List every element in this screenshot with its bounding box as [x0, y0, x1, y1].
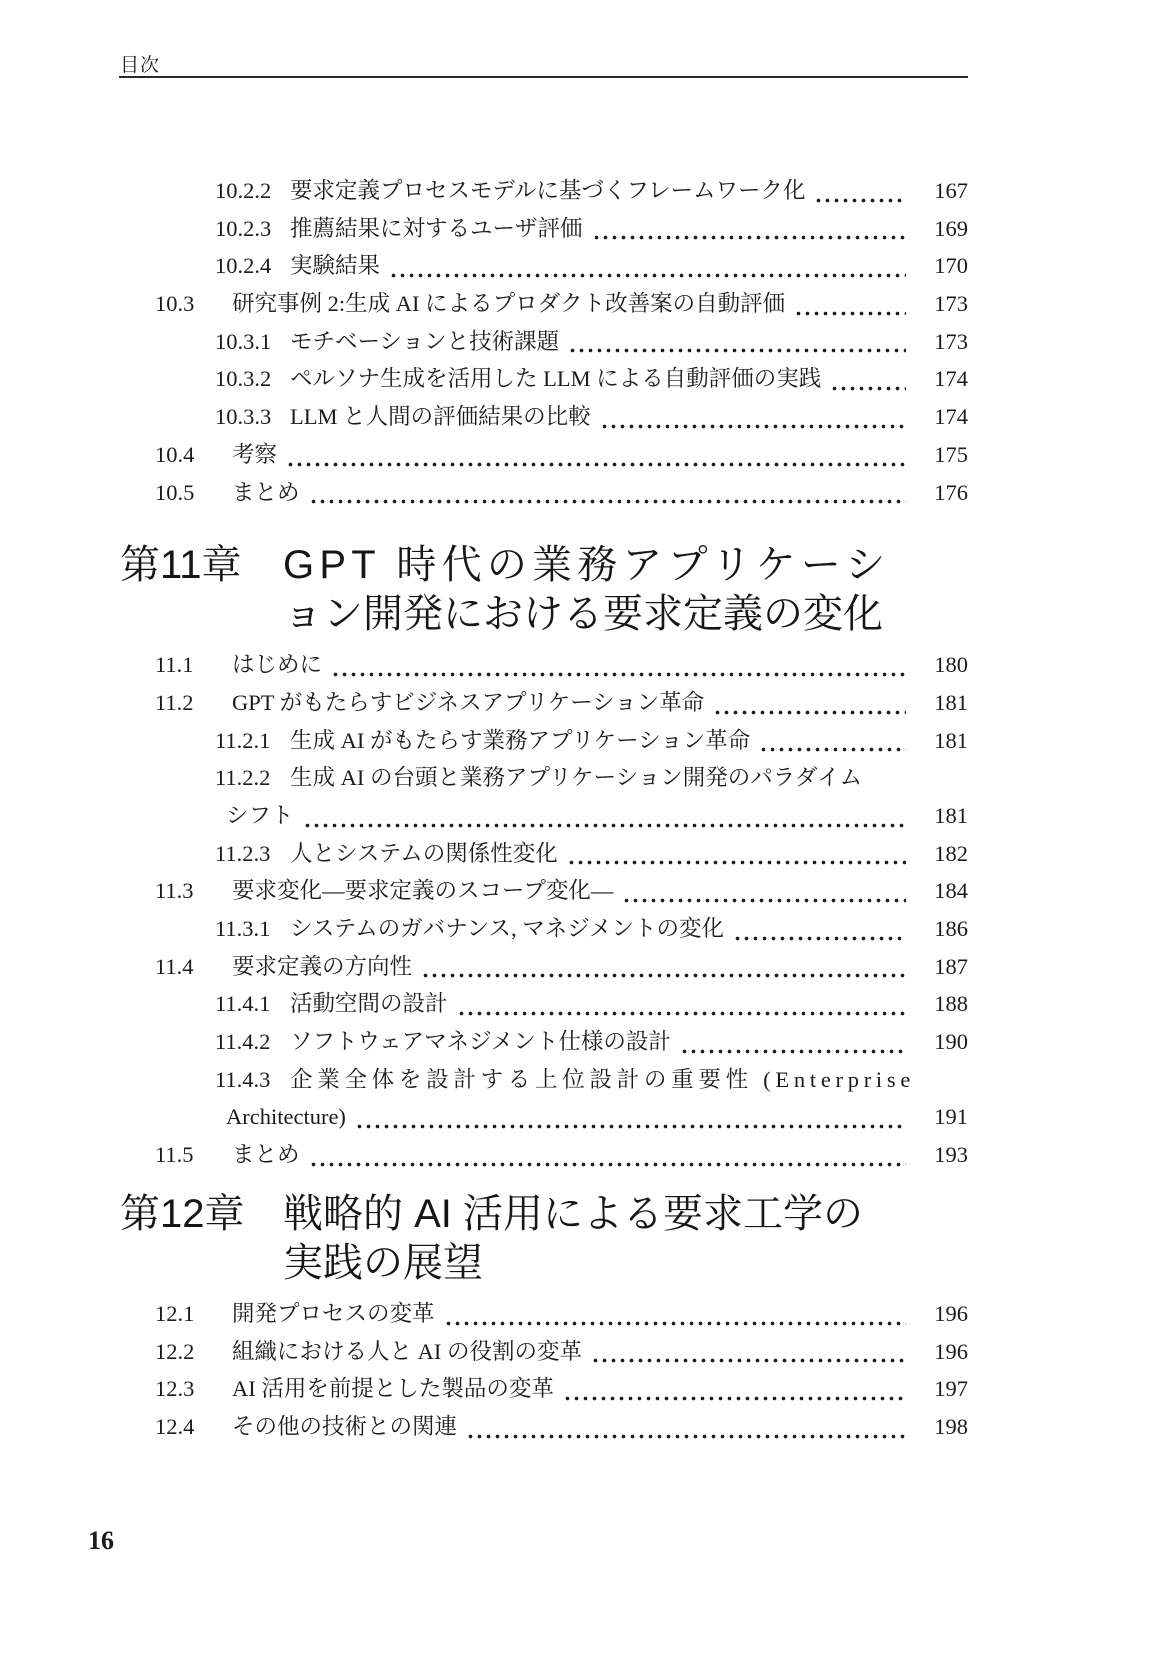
- toc-entry: [120, 1370, 968, 1408]
- entry-page-number: 197: [934, 1376, 968, 1402]
- dot-leader: [830, 386, 906, 391]
- entry-title: GPT がもたらすビジネスアプリケーション革命: [232, 689, 705, 715]
- entry-number: 12.4: [155, 1413, 195, 1439]
- entry-page-number: 187: [934, 953, 968, 979]
- entry-title: 生成 AI の台頭と業務アプリケーション開発のパラダイム: [290, 765, 863, 791]
- toc-entry: [120, 872, 968, 910]
- entry-number: 11.4.1: [215, 991, 271, 1017]
- entry-number: 11.3: [155, 878, 194, 904]
- entry-title: 要求変化—要求定義のスコープ変化—: [232, 878, 614, 904]
- entry-number: 11.1: [155, 652, 194, 678]
- entry-number: 10.2.4: [215, 253, 272, 279]
- entry-page-number: 181: [934, 689, 968, 715]
- entry-title: AI 活用を前提とした製品の変革: [232, 1376, 554, 1402]
- footer-page-number: 16: [88, 1526, 114, 1555]
- entry-page-number: 181: [934, 727, 968, 753]
- toc-entry: [120, 1333, 968, 1371]
- chapter-title: [283, 1190, 968, 1288]
- toc-entry: [120, 210, 968, 248]
- dot-leader: [457, 1011, 906, 1016]
- entry-page-number: 182: [934, 840, 968, 866]
- entry-page-number: 181: [934, 802, 968, 828]
- toc-entry: [120, 797, 968, 835]
- toc-entry: [120, 684, 968, 722]
- entry-number: 11.4: [155, 953, 194, 979]
- toc-entry: [120, 1295, 968, 1333]
- dot-leader: [568, 348, 906, 353]
- dot-leader: [389, 273, 906, 278]
- entry-number: 12.3: [155, 1376, 195, 1402]
- entry-page-number: 169: [934, 215, 968, 241]
- entry-title: 生成 AI がもたらす業務アプリケーション革命: [290, 727, 751, 753]
- dot-leader: [680, 1049, 906, 1054]
- toc-entry: [120, 948, 968, 986]
- dot-leader: [567, 860, 906, 865]
- entry-number: 12.1: [155, 1300, 195, 1326]
- entry-number: 11.2.2: [215, 765, 271, 791]
- entry-page-number: 190: [934, 1029, 968, 1055]
- entry-title: ソフトウェアマネジメント仕様の設計: [290, 1029, 671, 1055]
- entry-number: 10.2.2: [215, 178, 272, 203]
- entry-number: 10.3.2: [215, 366, 272, 392]
- entry-page-number: 193: [934, 1142, 968, 1168]
- entry-title: 活動空間の設計: [290, 991, 448, 1017]
- entry-title: その他の技術との関連: [232, 1413, 458, 1439]
- toc-entry: [120, 360, 968, 398]
- toc-entry: [120, 985, 968, 1023]
- entry-page-number: 191: [934, 1104, 968, 1130]
- entry-page-number: 173: [934, 328, 968, 354]
- entry-title: システムのガバナンス, マネジメントの変化: [290, 916, 725, 941]
- entry-page-number: 175: [934, 441, 968, 467]
- entry-number: 11.2.3: [215, 840, 271, 866]
- toc-entry: [120, 436, 968, 474]
- entry-title: 組織における人と AI の役割の変革: [232, 1338, 582, 1364]
- entry-page-number: 170: [934, 253, 968, 279]
- dot-leader: [421, 973, 906, 978]
- chapter-title-line: ョン開発における要求定義の変化: [283, 592, 883, 637]
- entry-page-number: 176: [934, 479, 968, 505]
- entry-number: 11.4.2: [215, 1029, 271, 1055]
- entry-number: 10.3: [155, 291, 195, 317]
- entry-title: 推薦結果に対するユーザ評価: [290, 215, 583, 241]
- chapter-title: [283, 541, 968, 639]
- entry-number: 10.3.1: [215, 328, 272, 354]
- dot-leader: [286, 462, 906, 467]
- entry-page-number: 184: [934, 878, 968, 904]
- entry-title: 要求定義の方向性: [232, 953, 413, 979]
- entry-title: はじめに: [232, 652, 323, 678]
- dot-leader: [814, 198, 906, 203]
- toc-entry: [120, 1098, 968, 1136]
- dot-leader: [309, 499, 906, 504]
- toc-entry: [120, 323, 968, 361]
- toc-entry: [120, 398, 968, 436]
- dot-leader: [466, 1434, 906, 1439]
- entry-page-number: 186: [934, 916, 968, 941]
- entry-title: Architecture): [226, 1104, 346, 1130]
- entry-title: モチベーションと技術課題: [290, 328, 560, 354]
- entry-title: 企業全体を設計する上位設計の重要性 (Enterprise: [290, 1066, 916, 1092]
- toc-entry: [120, 1061, 968, 1099]
- dot-leader: [444, 1321, 906, 1326]
- entry-page-number: 173: [934, 291, 968, 317]
- dot-leader: [733, 936, 906, 941]
- entry-title: LLM と人間の評価結果の比較: [290, 404, 591, 430]
- entry-page-number: 167: [934, 178, 968, 203]
- dot-leader: [355, 1124, 906, 1129]
- entry-number: 10.5: [155, 479, 195, 505]
- toc-entry: [120, 759, 968, 797]
- entry-title: 開発プロセスの変革: [232, 1300, 435, 1326]
- entry-number: 12.2: [155, 1338, 195, 1364]
- toc-entry: [120, 646, 968, 684]
- entry-number: 11.3.1: [215, 916, 271, 941]
- entry-title: 人とシステムの関係性変化: [290, 840, 558, 866]
- dot-leader: [759, 747, 906, 752]
- header-rule: [119, 76, 968, 78]
- chapter-heading: [120, 1190, 968, 1288]
- entry-title: シフト: [226, 802, 294, 828]
- entry-title: まとめ: [232, 479, 300, 505]
- entry-page-number: 196: [934, 1338, 968, 1364]
- entry-page-number: 188: [934, 991, 968, 1017]
- entry-number: 10.2.3: [215, 215, 272, 241]
- entry-title: ペルソナ生成を活用した LLM による自動評価の実践: [290, 366, 822, 392]
- entry-title: まとめ: [232, 1142, 300, 1168]
- dot-leader: [713, 710, 906, 715]
- toc-entry: [120, 474, 968, 512]
- entry-title: 研究事例 2:生成 AI によるプロダクト改善案の自動評価: [232, 291, 786, 317]
- dot-leader: [563, 1396, 906, 1401]
- toc-entry: [120, 910, 968, 948]
- chapter-title-line: 戦略的 AI 活用による要求工学の: [283, 1191, 864, 1236]
- toc-entry: [120, 247, 968, 285]
- dot-leader: [591, 1358, 906, 1363]
- entry-number: 11.5: [155, 1142, 194, 1168]
- dot-leader: [309, 1162, 906, 1167]
- dot-leader: [622, 898, 906, 903]
- toc-entry: [120, 835, 968, 873]
- page-header-label: 目次: [120, 55, 161, 76]
- chapter-title-line: GPT 時代の業務アプリケーシ: [283, 543, 891, 588]
- entry-title: 実験結果: [290, 253, 381, 279]
- entry-number: 11.2: [155, 689, 194, 715]
- toc-entry: [120, 722, 968, 760]
- entry-number: 11.2.1: [215, 727, 271, 753]
- entry-title: 要求定義プロセスモデルに基づくフレームワーク化: [290, 178, 806, 203]
- toc-entry: [120, 172, 968, 210]
- entry-number: 11.4.3: [215, 1066, 271, 1092]
- toc-list: [120, 172, 968, 1446]
- entry-page-number: 174: [934, 404, 968, 430]
- entry-page-number: 180: [934, 652, 968, 678]
- entry-page-number: 196: [934, 1300, 968, 1326]
- toc-entry: [120, 1023, 968, 1061]
- entry-title: 考察: [232, 441, 278, 467]
- entry-number: 10.3.3: [215, 404, 272, 430]
- entry-page-number: 174: [934, 366, 968, 392]
- toc-entry: [120, 285, 968, 323]
- chapter-title-line: 実践の展望: [283, 1240, 483, 1285]
- dot-leader: [331, 672, 906, 677]
- entry-page-number: 198: [934, 1413, 968, 1439]
- dot-leader: [303, 823, 906, 828]
- dot-leader: [600, 424, 906, 429]
- toc-entry: [120, 1408, 968, 1446]
- toc-entry: [120, 1136, 968, 1174]
- chapter-heading: [120, 541, 968, 639]
- chapter-number: 第12章: [120, 1191, 245, 1236]
- entry-number: 10.4: [155, 441, 195, 467]
- dot-leader: [794, 311, 906, 316]
- dot-leader: [592, 235, 906, 240]
- chapter-number: 第11章: [120, 543, 242, 588]
